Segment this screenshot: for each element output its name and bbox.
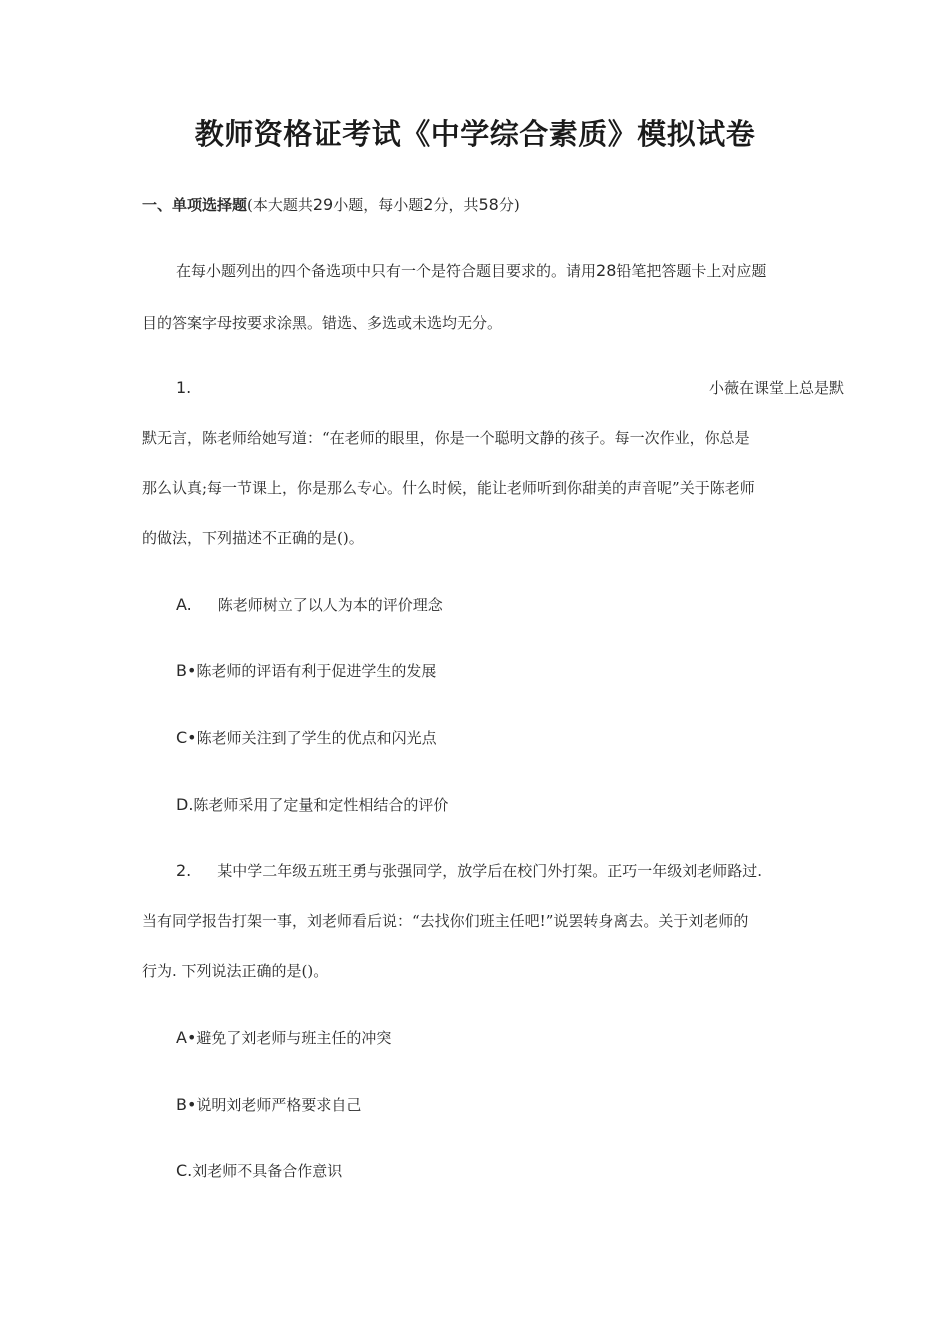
question-1-number: 1. <box>176 378 192 397</box>
option-letter: A. <box>176 595 192 614</box>
question-1-line-4: 的做法，下列描述不正确的是()。 <box>142 529 364 547</box>
option-text: 避免了刘老师与班主任的冲突 <box>196 1029 392 1047</box>
option-letter: C• <box>176 728 197 747</box>
option-text: 陈老师树立了以人为本的评价理念 <box>217 596 443 614</box>
option-text: 说明刘老师严格要求自己 <box>196 1096 362 1114</box>
question-count: 29 <box>312 195 334 214</box>
question-2-line-2: 当有同学报告打架一事，刘老师看后说：“去找你们班主任吧!”说罢转身离去。关于刘老师的 <box>142 912 749 930</box>
question-1-option-c <box>142 727 844 749</box>
option-letter: A• <box>176 1028 197 1047</box>
option-letter: C. <box>176 1161 193 1180</box>
instructions-text-b: 铅笔把答题卡上对应题 <box>616 262 767 280</box>
page-title: 教师资格证考试《中学综合素质》模拟试卷 <box>194 117 756 151</box>
instructions-line-1 <box>142 260 844 282</box>
question-2-option-b <box>142 1094 844 1116</box>
section-note-end: 分) <box>498 196 520 214</box>
question-2-option-a <box>142 1027 844 1049</box>
question-1-option-d <box>142 794 844 816</box>
section-note-mid2: 分，共 <box>433 196 479 214</box>
pencil-grade: 28 <box>596 261 617 280</box>
section-heading <box>142 194 810 216</box>
option-text: 陈老师关注到了学生的优点和闪光点 <box>196 729 437 747</box>
question-2-number: 2. <box>176 861 192 880</box>
option-text: 陈老师的评语有利于促进学生的发展 <box>196 662 437 680</box>
question-1-text-start: 小薇在课堂上总是默 <box>708 379 844 397</box>
question-1-line-3: 那么认真;每一节课上，你是那么专心。什么时候，能让老师听到你甜美的声音呢”关于陈老师 <box>142 479 755 497</box>
option-letter: B• <box>176 661 197 680</box>
section-note-mid1: 小题，每小题 <box>333 196 424 214</box>
option-letter: B• <box>176 1095 197 1114</box>
question-2-text: 某中学二年级五班王勇与张强同学，放学后在校门外打架。正巧一年级刘老师路过. <box>217 862 763 880</box>
question-1-option-a <box>142 594 844 616</box>
question-1-option-b <box>142 660 844 682</box>
instructions-line-2: 目的答案字母按要求涂黑。错选、多选或未选均无分。 <box>142 314 503 332</box>
total-points: 58 <box>478 195 499 214</box>
question-2-option-c <box>142 1160 844 1182</box>
points-each: 2 <box>423 195 434 214</box>
option-letter: D. <box>176 795 194 814</box>
instructions-text-a: 在每小题列出的四个备选项中只有一个是符合题目要求的。请用 <box>176 262 597 280</box>
section-note-prefix: (本大题共 <box>247 196 313 214</box>
option-text: 陈老师采用了定量和定性相结合的评价 <box>193 796 449 814</box>
question-1-line-1 <box>142 377 844 399</box>
question-2-line-3: 行为. 下列说法正确的是()。 <box>142 962 329 980</box>
question-2-line-1 <box>142 860 844 882</box>
question-1-line-2: 默无言，陈老师给她写道：“在老师的眼里，你是一个聪明文静的孩子。每一次作业，你总是 <box>142 429 750 447</box>
section-title: 一、单项选择题 <box>142 196 248 214</box>
option-text: 刘老师不具备合作意识 <box>192 1162 343 1180</box>
